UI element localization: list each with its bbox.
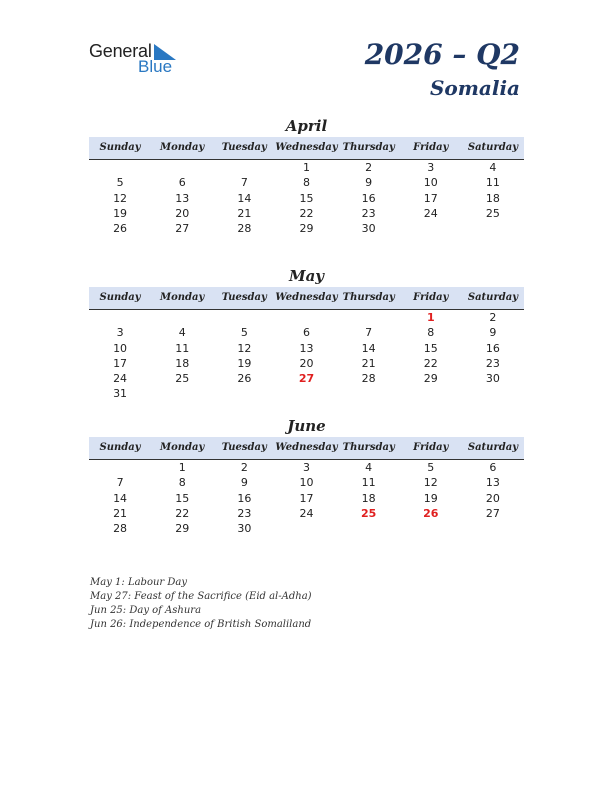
weekday-label: Tuesday bbox=[221, 142, 267, 153]
day-cell: 19 bbox=[113, 206, 128, 220]
day-cell: 17 bbox=[113, 356, 128, 370]
day-cell: 3 bbox=[116, 326, 124, 340]
weekday-label: Monday bbox=[160, 292, 205, 303]
day-cell: 9 bbox=[489, 326, 497, 340]
day-cell: 14 bbox=[113, 491, 128, 505]
day-cell: 14 bbox=[237, 191, 252, 205]
day-cell: 17 bbox=[423, 191, 438, 205]
day-cell: 14 bbox=[361, 341, 376, 355]
weekday-label: Thursday bbox=[342, 292, 395, 303]
day-cell: 30 bbox=[485, 372, 500, 386]
holiday-note: May 27: Feast of the Sacrifice (Eid al-Adha) bbox=[90, 591, 312, 602]
month-title: April bbox=[285, 117, 328, 135]
day-cell: 13 bbox=[485, 476, 500, 490]
weekday-label: Thursday bbox=[342, 442, 395, 453]
day-cell: 27 bbox=[175, 222, 190, 236]
day-cell: 5 bbox=[116, 176, 124, 190]
empty-day-cell bbox=[462, 521, 524, 536]
weekday-label: Tuesday bbox=[221, 292, 267, 303]
empty-day-cell bbox=[151, 160, 213, 175]
empty-day-cell bbox=[462, 221, 524, 236]
day-cell: 8 bbox=[178, 476, 186, 490]
day-cell: 10 bbox=[423, 176, 438, 190]
day-cell: 9 bbox=[240, 476, 248, 490]
day-cell: 3 bbox=[302, 461, 310, 474]
empty-day-cell bbox=[275, 310, 337, 325]
day-cell: 16 bbox=[485, 341, 500, 355]
day-cell: 7 bbox=[240, 176, 248, 190]
day-cell: 20 bbox=[175, 206, 190, 220]
day-cell: 25 bbox=[360, 506, 377, 520]
empty-day-cell bbox=[89, 160, 151, 175]
day-cell: 10 bbox=[299, 476, 314, 490]
logo-text-general: General bbox=[89, 41, 152, 61]
day-cell: 30 bbox=[237, 522, 252, 536]
weekday-label: Sunday bbox=[99, 292, 141, 303]
day-grid bbox=[89, 160, 524, 236]
weekday-label: Wednesday bbox=[275, 142, 338, 153]
weekday-header bbox=[89, 137, 524, 160]
day-cell: 25 bbox=[175, 372, 190, 386]
day-cell: 4 bbox=[178, 326, 186, 340]
empty-day-cell bbox=[89, 310, 151, 325]
day-cell: 3 bbox=[427, 161, 435, 174]
day-cell: 28 bbox=[237, 222, 252, 236]
day-cell: 31 bbox=[113, 387, 128, 401]
logo-text-blue: Blue bbox=[138, 57, 173, 76]
day-cell: 6 bbox=[178, 176, 186, 190]
day-cell: 18 bbox=[485, 191, 500, 205]
month-june bbox=[89, 416, 524, 536]
day-cell: 23 bbox=[237, 506, 252, 520]
weekday-label: Friday bbox=[413, 292, 449, 303]
day-cell: 21 bbox=[361, 356, 376, 370]
day-cell: 4 bbox=[365, 461, 373, 474]
day-cell: 1 bbox=[426, 311, 435, 324]
empty-day-cell bbox=[275, 386, 337, 401]
weekday-label: Wednesday bbox=[275, 292, 338, 303]
day-cell: 19 bbox=[423, 491, 438, 505]
month-april bbox=[89, 116, 524, 236]
generalblue-logo bbox=[89, 41, 199, 75]
day-cell: 27 bbox=[298, 372, 315, 386]
empty-day-cell bbox=[151, 310, 213, 325]
day-cell: 25 bbox=[485, 206, 500, 220]
weekday-label: Tuesday bbox=[221, 442, 267, 453]
day-cell: 18 bbox=[361, 491, 376, 505]
day-cell: 12 bbox=[423, 476, 438, 490]
day-cell: 6 bbox=[489, 461, 497, 474]
day-cell: 17 bbox=[299, 491, 314, 505]
day-cell: 5 bbox=[240, 326, 248, 340]
day-cell: 16 bbox=[237, 491, 252, 505]
holiday-note: Jun 25: Day of Ashura bbox=[90, 605, 202, 616]
day-cell: 22 bbox=[299, 206, 314, 220]
weekday-label: Monday bbox=[160, 442, 205, 453]
month-title: May bbox=[288, 267, 325, 285]
weekday-label: Friday bbox=[413, 142, 449, 153]
day-cell: 27 bbox=[485, 506, 500, 520]
weekday-label: Sunday bbox=[99, 142, 141, 153]
weekday-label: Saturday bbox=[467, 292, 519, 303]
weekday-header bbox=[89, 437, 524, 460]
day-cell: 11 bbox=[175, 341, 190, 355]
day-cell: 20 bbox=[485, 491, 500, 505]
day-cell: 12 bbox=[237, 341, 252, 355]
day-cell: 7 bbox=[116, 476, 124, 490]
day-cell: 2 bbox=[489, 311, 497, 324]
day-cell: 18 bbox=[175, 356, 190, 370]
day-cell: 2 bbox=[365, 161, 373, 174]
day-cell: 29 bbox=[175, 522, 190, 536]
day-cell: 9 bbox=[365, 176, 373, 190]
day-cell: 2 bbox=[240, 461, 248, 474]
holiday-note: May 1: Labour Day bbox=[90, 577, 187, 588]
day-cell: 11 bbox=[361, 476, 376, 490]
day-cell: 26 bbox=[113, 222, 128, 236]
empty-day-cell bbox=[275, 521, 337, 536]
day-cell: 15 bbox=[299, 191, 314, 205]
day-grid bbox=[89, 310, 524, 402]
empty-day-cell bbox=[338, 310, 400, 325]
month-may bbox=[89, 266, 524, 402]
day-cell: 22 bbox=[423, 356, 438, 370]
day-cell: 15 bbox=[423, 341, 438, 355]
day-cell: 15 bbox=[175, 491, 190, 505]
holiday-notes bbox=[90, 576, 312, 632]
weekday-header bbox=[89, 287, 524, 310]
weekday-label: Sunday bbox=[99, 442, 141, 453]
weekday-label: Saturday bbox=[467, 442, 519, 453]
day-cell: 24 bbox=[113, 372, 128, 386]
day-cell: 4 bbox=[489, 161, 497, 174]
day-cell: 19 bbox=[237, 356, 252, 370]
day-cell: 24 bbox=[299, 506, 314, 520]
day-cell: 26 bbox=[237, 372, 252, 386]
day-cell: 16 bbox=[361, 191, 376, 205]
day-cell: 28 bbox=[361, 372, 376, 386]
weekday-label: Monday bbox=[160, 142, 205, 153]
day-cell: 5 bbox=[427, 461, 435, 474]
day-cell: 29 bbox=[299, 222, 314, 236]
empty-day-cell bbox=[400, 386, 462, 401]
country-name: Somalia bbox=[429, 76, 520, 100]
day-cell: 22 bbox=[175, 506, 190, 520]
weekday-label: Wednesday bbox=[275, 442, 338, 453]
day-cell: 21 bbox=[237, 206, 252, 220]
empty-day-cell bbox=[151, 386, 213, 401]
weekday-label: Saturday bbox=[467, 142, 519, 153]
empty-day-cell bbox=[89, 460, 151, 475]
empty-day-cell bbox=[213, 386, 275, 401]
day-cell: 7 bbox=[365, 326, 373, 340]
day-cell: 13 bbox=[175, 191, 190, 205]
day-cell: 6 bbox=[302, 326, 310, 340]
empty-day-cell bbox=[462, 386, 524, 401]
day-cell: 13 bbox=[299, 341, 314, 355]
empty-day-cell bbox=[400, 521, 462, 536]
page-title: 2026 – Q2 bbox=[364, 38, 520, 71]
day-cell: 8 bbox=[427, 326, 435, 340]
month-title: June bbox=[287, 417, 326, 435]
day-cell: 26 bbox=[423, 506, 439, 520]
weekday-label: Thursday bbox=[342, 142, 395, 153]
day-cell: 1 bbox=[178, 461, 186, 474]
day-cell: 12 bbox=[113, 191, 128, 205]
empty-day-cell bbox=[400, 221, 462, 236]
empty-day-cell bbox=[338, 386, 400, 401]
empty-day-cell bbox=[213, 310, 275, 325]
day-cell: 30 bbox=[361, 222, 376, 236]
day-cell: 24 bbox=[423, 206, 438, 220]
holiday-note: Jun 26: Independence of British Somaliland bbox=[90, 619, 312, 630]
day-cell: 10 bbox=[113, 341, 128, 355]
day-cell: 23 bbox=[485, 356, 500, 370]
day-grid bbox=[89, 460, 524, 536]
day-cell: 11 bbox=[485, 176, 500, 190]
day-cell: 23 bbox=[361, 206, 376, 220]
day-cell: 29 bbox=[423, 372, 438, 386]
day-cell: 28 bbox=[113, 522, 128, 536]
day-cell: 21 bbox=[113, 506, 128, 520]
empty-day-cell bbox=[338, 521, 400, 536]
day-cell: 8 bbox=[302, 176, 310, 190]
weekday-label: Friday bbox=[413, 442, 449, 453]
day-cell: 20 bbox=[299, 356, 314, 370]
empty-day-cell bbox=[213, 160, 275, 175]
day-cell: 1 bbox=[302, 161, 310, 174]
